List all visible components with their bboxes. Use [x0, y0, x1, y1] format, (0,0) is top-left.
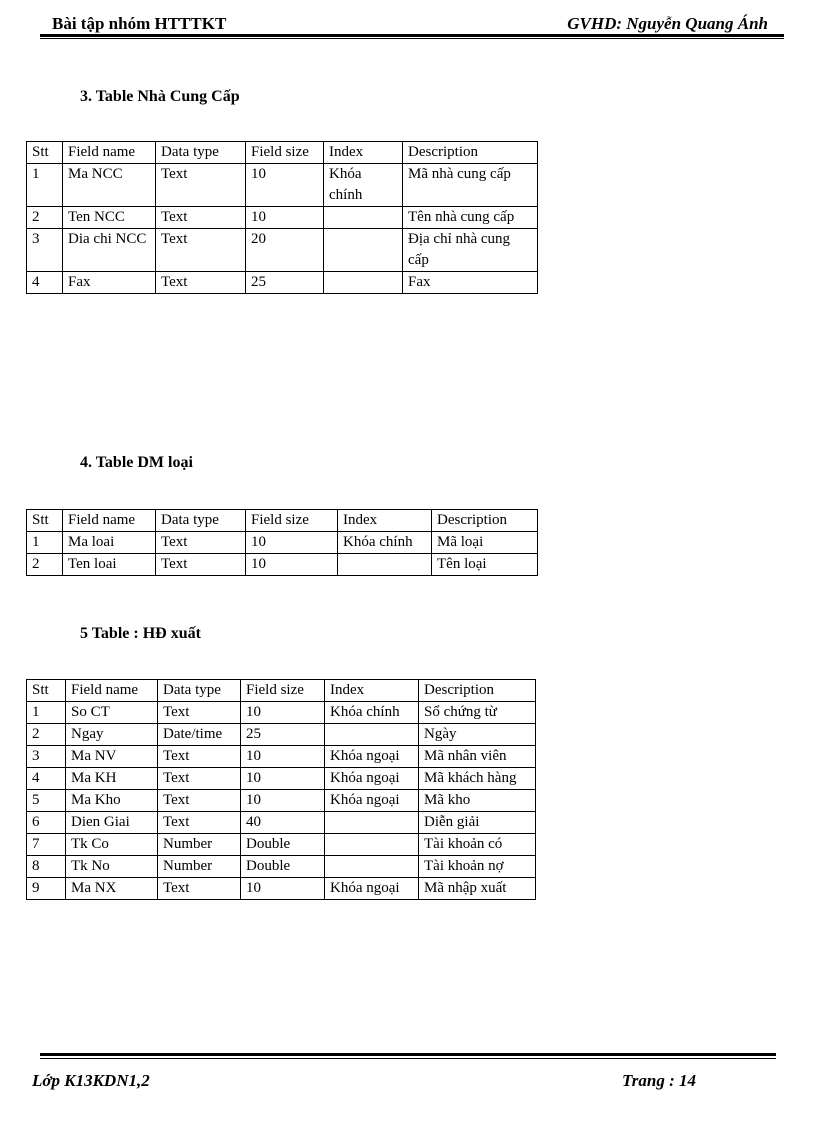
field-name-cell: Dia chi NCC	[63, 229, 156, 272]
column-header: Data type	[156, 510, 246, 532]
description-cell: Tài khoản có	[419, 834, 536, 856]
index-cell	[325, 834, 419, 856]
stt-cell: 2	[27, 724, 66, 746]
field-name-cell: So CT	[66, 702, 158, 724]
table-row	[27, 746, 536, 768]
field-name-cell: Ma NCC	[63, 164, 156, 207]
description-cell: Fax	[403, 272, 538, 294]
data-type-cell: Text	[156, 272, 246, 294]
field-name-cell: Ma NX	[66, 878, 158, 900]
field-size-cell: 25	[246, 272, 324, 294]
column-header: Description	[419, 680, 536, 702]
field-size-cell: 10	[241, 768, 325, 790]
description-cell: Mã nhập xuất	[419, 878, 536, 900]
table-header-row	[27, 510, 538, 532]
index-cell	[325, 856, 419, 878]
table-row	[27, 790, 536, 812]
description-cell: Ngày	[419, 724, 536, 746]
column-header: Field size	[246, 142, 324, 164]
field-size-cell: Double	[241, 856, 325, 878]
column-header: Description	[403, 142, 538, 164]
footer-rule-thin	[40, 1058, 776, 1059]
index-cell	[324, 229, 403, 272]
stt-cell: 4	[27, 272, 63, 294]
index-cell: Khóa chính	[338, 532, 432, 554]
stt-cell: 6	[27, 812, 66, 834]
field-size-cell: 40	[241, 812, 325, 834]
footer-class-label: Lớp K13KDN1,2	[32, 1071, 150, 1090]
index-cell	[325, 724, 419, 746]
column-header: Field size	[246, 510, 338, 532]
field-size-cell: 20	[246, 229, 324, 272]
index-cell	[338, 554, 432, 576]
field-name-cell: Ten loai	[63, 554, 156, 576]
table-hd-xuat	[26, 679, 536, 900]
footer-rule	[40, 1053, 776, 1056]
table-dm-loai	[26, 509, 538, 576]
data-type-cell: Text	[156, 207, 246, 229]
data-type-cell: Date/time	[158, 724, 241, 746]
index-cell: Khóa ngoại	[325, 768, 419, 790]
field-size-cell: 10	[246, 207, 324, 229]
data-type-cell: Text	[158, 768, 241, 790]
description-cell: Mã nhân viên	[419, 746, 536, 768]
description-cell: Mã kho	[419, 790, 536, 812]
stt-cell: 4	[27, 768, 66, 790]
index-cell: Khóa ngoại	[325, 746, 419, 768]
column-header: Stt	[27, 510, 63, 532]
header-rule-thin	[40, 38, 784, 39]
index-cell: Khóa chính	[325, 702, 419, 724]
field-name-cell: Ma Kho	[66, 790, 158, 812]
table-header-row	[27, 142, 538, 164]
field-name-cell: Fax	[63, 272, 156, 294]
field-size-cell: Double	[241, 834, 325, 856]
field-name-cell: Ma KH	[66, 768, 158, 790]
table-row	[27, 164, 538, 207]
column-header: Index	[325, 680, 419, 702]
data-type-cell: Text	[158, 746, 241, 768]
table-row	[27, 532, 538, 554]
field-name-cell: Ngay	[66, 724, 158, 746]
column-header: Index	[324, 142, 403, 164]
field-name-cell: Ma NV	[66, 746, 158, 768]
data-type-cell: Text	[158, 702, 241, 724]
stt-cell: 1	[27, 702, 66, 724]
stt-cell: 5	[27, 790, 66, 812]
table-row	[27, 856, 536, 878]
data-type-cell: Number	[158, 834, 241, 856]
column-header: Stt	[27, 142, 63, 164]
field-name-cell: Tk Co	[66, 834, 158, 856]
field-size-cell: 10	[241, 702, 325, 724]
description-cell: Mã loại	[432, 532, 538, 554]
field-name-cell: Tk No	[66, 856, 158, 878]
table-row	[27, 272, 538, 294]
data-type-cell: Text	[158, 812, 241, 834]
description-cell: Diễn giải	[419, 812, 536, 834]
footer-page-number: Trang : 14	[622, 1071, 696, 1090]
field-size-cell: 10	[246, 164, 324, 207]
column-header: Data type	[158, 680, 241, 702]
stt-cell: 3	[27, 229, 63, 272]
description-cell: Mã khách hàng	[419, 768, 536, 790]
data-type-cell: Text	[158, 878, 241, 900]
stt-cell: 1	[27, 532, 63, 554]
description-cell: Tên nhà cung cấp	[403, 207, 538, 229]
field-size-cell: 10	[241, 790, 325, 812]
column-header: Field name	[63, 142, 156, 164]
description-cell: Tài khoản nợ	[419, 856, 536, 878]
column-header: Index	[338, 510, 432, 532]
stt-cell: 9	[27, 878, 66, 900]
stt-cell: 1	[27, 164, 63, 207]
table-row	[27, 207, 538, 229]
field-size-cell: 25	[241, 724, 325, 746]
description-cell: Sổ chứng từ	[419, 702, 536, 724]
field-size-cell: 10	[246, 554, 338, 576]
column-header: Field name	[66, 680, 158, 702]
table-row	[27, 554, 538, 576]
table-header-row	[27, 680, 536, 702]
stt-cell: 7	[27, 834, 66, 856]
field-name-cell: Ten NCC	[63, 207, 156, 229]
column-header: Data type	[156, 142, 246, 164]
stt-cell: 8	[27, 856, 66, 878]
column-header: Stt	[27, 680, 66, 702]
column-header: Field name	[63, 510, 156, 532]
section-title-dm-loai: 4. Table DM loại	[80, 454, 193, 471]
data-type-cell: Text	[156, 554, 246, 576]
index-cell: Khóa ngoại	[325, 790, 419, 812]
field-name-cell: Dien Giai	[66, 812, 158, 834]
description-cell: Tên loại	[432, 554, 538, 576]
header-right-instructor: GVHD: Nguyễn Quang Ánh	[567, 14, 768, 33]
section-title-hd-xuat: 5 Table : HĐ xuất	[80, 625, 201, 642]
data-type-cell: Text	[156, 532, 246, 554]
stt-cell: 2	[27, 554, 63, 576]
stt-cell: 3	[27, 746, 66, 768]
header-left-title: Bài tập nhóm HTTTKT	[52, 14, 227, 33]
table-row	[27, 229, 538, 272]
table-nha-cung-cap	[26, 141, 538, 294]
field-name-cell: Ma loai	[63, 532, 156, 554]
section-title-nha-cung-cap: 3. Table Nhà Cung Cấp	[80, 88, 240, 105]
column-header: Field size	[241, 680, 325, 702]
table-row	[27, 724, 536, 746]
header-rule	[40, 34, 784, 37]
description-cell: Mã nhà cung cấp	[403, 164, 538, 207]
column-header: Description	[432, 510, 538, 532]
field-size-cell: 10	[241, 746, 325, 768]
data-type-cell: Text	[156, 164, 246, 207]
index-cell: Khóa ngoại	[325, 878, 419, 900]
data-type-cell: Text	[156, 229, 246, 272]
stt-cell: 2	[27, 207, 63, 229]
index-cell	[324, 272, 403, 294]
data-type-cell: Number	[158, 856, 241, 878]
index-cell	[325, 812, 419, 834]
data-type-cell: Text	[158, 790, 241, 812]
field-size-cell: 10	[246, 532, 338, 554]
index-cell	[324, 207, 403, 229]
table-row	[27, 702, 536, 724]
table-row	[27, 878, 536, 900]
field-size-cell: 10	[241, 878, 325, 900]
index-cell: Khóa chính	[324, 164, 403, 207]
table-row	[27, 812, 536, 834]
table-row	[27, 834, 536, 856]
description-cell: Địa chỉ nhà cung cấp	[403, 229, 538, 272]
table-row	[27, 768, 536, 790]
